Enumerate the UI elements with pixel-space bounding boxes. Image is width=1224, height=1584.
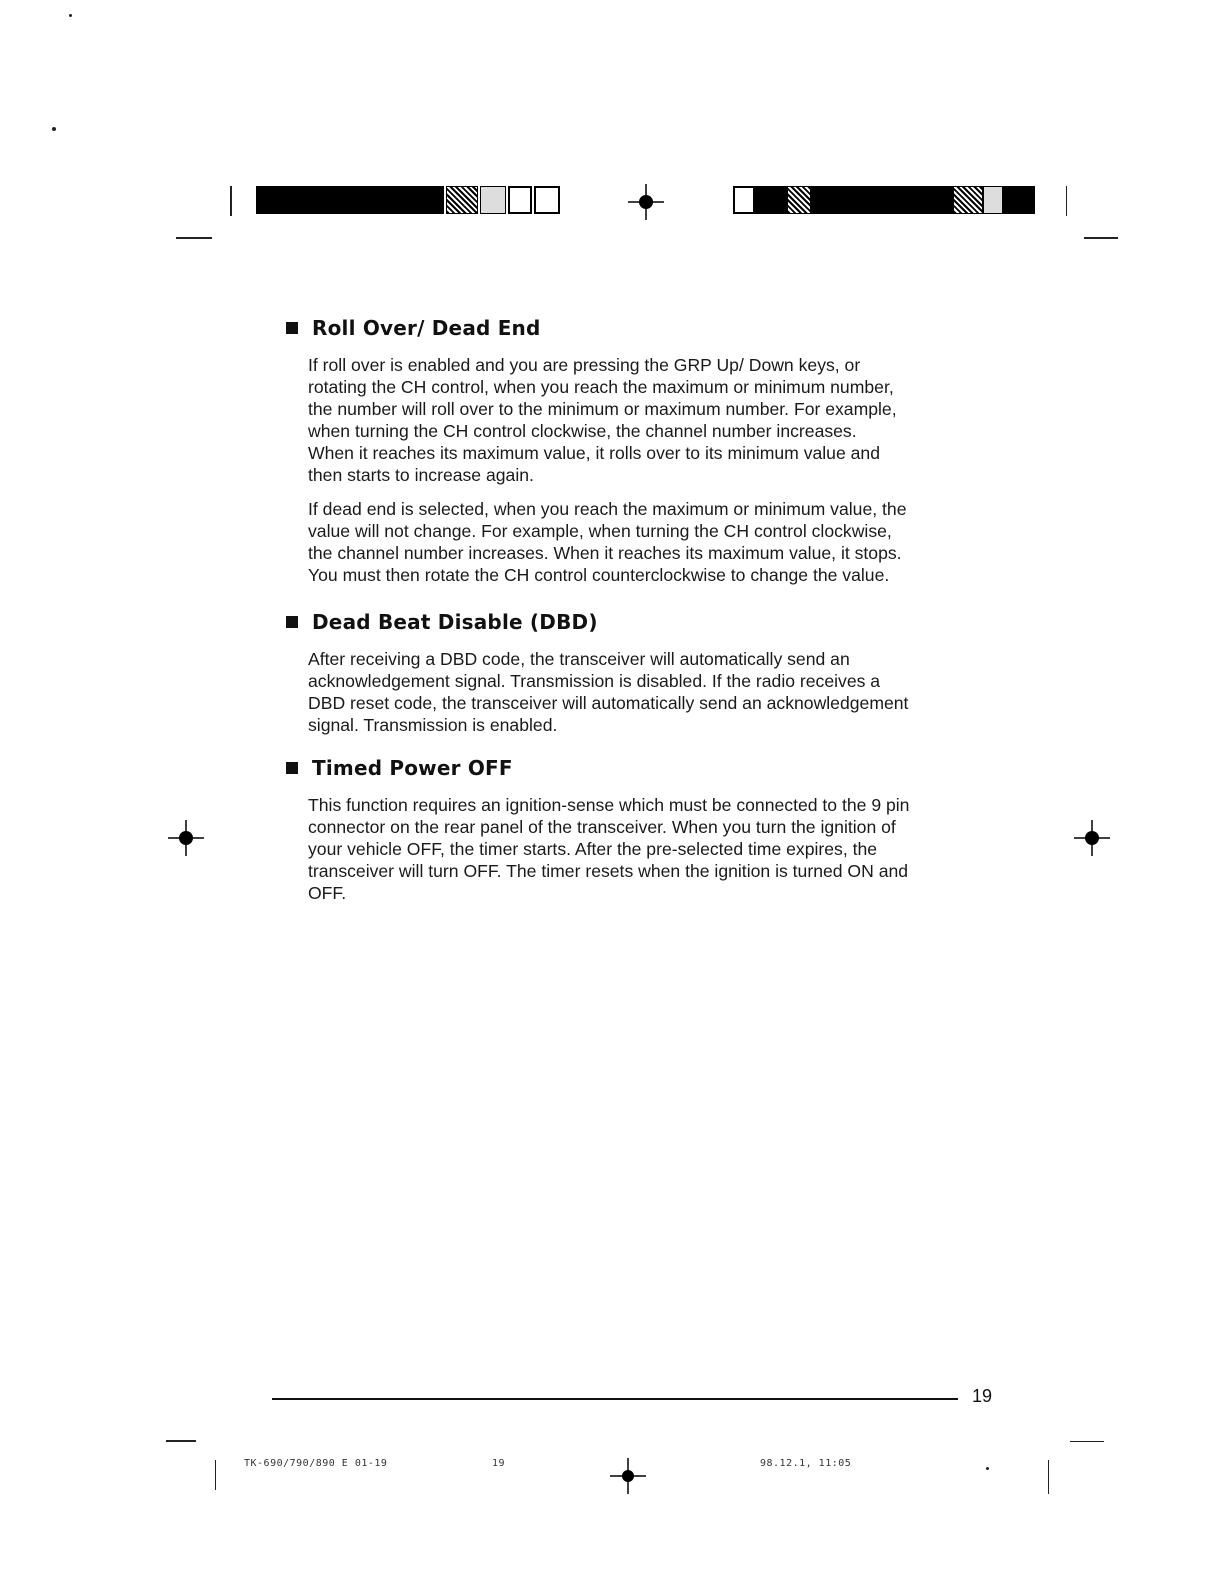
- section-timed-power-off: [286, 756, 1006, 904]
- paragraph: If dead end is selected, when you reach the maximum or minimum value, the value will not change. For example, when turning the CH control clockwise, the channel number increases. When it reaches its maximum value, it stops. You must then rotate the CH control counterclockwise to change the value.: [308, 499, 907, 585]
- scan-speck: [69, 14, 72, 17]
- scan-speck: [986, 1467, 989, 1470]
- section-heading: Roll Over/ Dead End: [286, 316, 1006, 340]
- section-dead-beat-disable: [286, 610, 1006, 736]
- paragraph: This function requires an ignition-sense which must be connected to the 9 pin connector on the rear panel of the transceiver. When you turn the ignition of your vehicle OFF, the timer starts. After the pre-selected time expires, the transceiver will turn OFF. The timer resets when the ignition is turned ON and OFF.: [308, 795, 910, 903]
- crop-mark: [1070, 1441, 1104, 1442]
- slug-date-time: 98.12.1, 11:05: [760, 1458, 852, 1469]
- section-roll-over: [286, 316, 1006, 586]
- slug-file-name: TK-690/790/890 E 01-19: [244, 1458, 388, 1469]
- square-bullet-icon: [286, 322, 298, 334]
- crop-mark: [1084, 237, 1118, 239]
- crop-mark: [230, 186, 232, 216]
- slug-page: 19: [492, 1458, 506, 1469]
- page-number: 19: [972, 1386, 993, 1406]
- square-bullet-icon: [286, 762, 298, 774]
- registration-target-icon: [1074, 820, 1110, 856]
- section-heading: Dead Beat Disable (DBD): [286, 610, 1006, 634]
- registration-target-icon: [610, 1458, 646, 1494]
- paragraph: After receiving a DBD code, the transceiver will automatically send an acknowledgement signal. Transmission is disabled. If the radio receives a DBD reset code, the transceiver will automatically send an acknowledgement signal. Transmission is enabled.: [308, 649, 909, 735]
- crop-mark: [1066, 186, 1067, 216]
- crop-mark: [166, 1440, 196, 1442]
- footer-rule: [272, 1398, 958, 1400]
- crop-mark: [1048, 1460, 1049, 1494]
- section-heading: Timed Power OFF: [286, 756, 1006, 780]
- registration-target-icon: [168, 820, 204, 856]
- crop-mark: [215, 1460, 216, 1490]
- square-bullet-icon: [286, 616, 298, 628]
- registration-target-icon: [628, 184, 664, 220]
- header-bar-right: [733, 186, 1035, 214]
- header-bar-left: [256, 186, 560, 214]
- scan-speck: [52, 127, 56, 131]
- paragraph: If roll over is enabled and you are pressing the GRP Up/ Down keys, or rotating the CH control, when you reach the maximum or minimum number, the number will roll over to the minimum or maximum number. For example, when turning the CH control clockwise, the channel number increases. When it reaches its maximum value, it rolls over to its minimum value and then starts to increase again.: [308, 355, 897, 485]
- crop-mark: [176, 237, 212, 239]
